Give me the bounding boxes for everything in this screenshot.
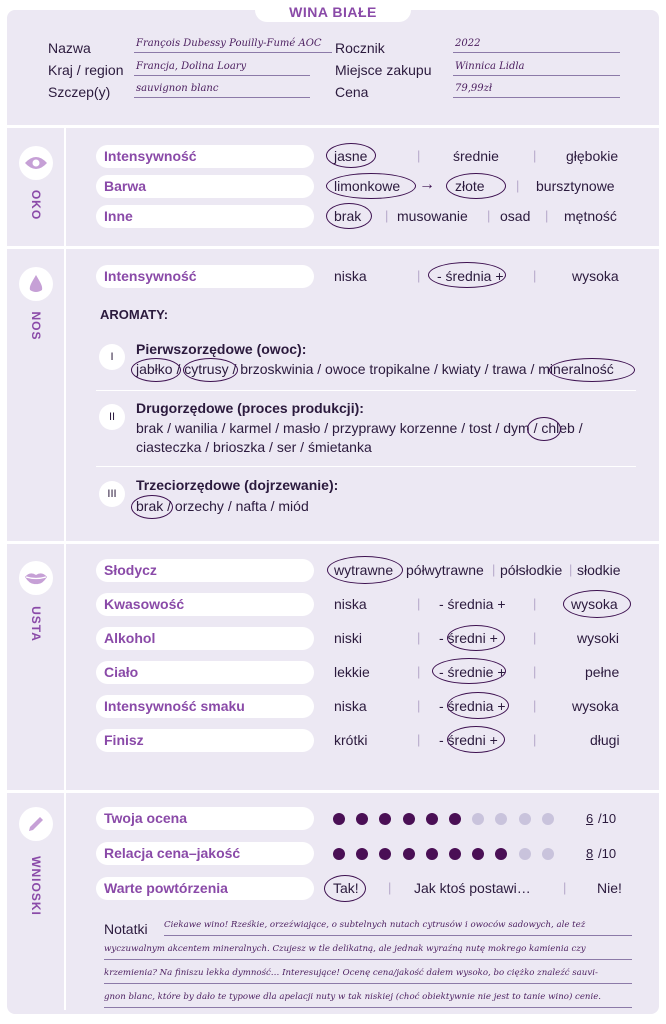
section-divider <box>7 246 659 249</box>
aroma-secondary-list: brak / wanilia / karmel / masło / przyprawy korzenne / tost / dym / chleb / <box>136 420 583 436</box>
option-mid[interactable]: - średnia + <box>439 596 506 612</box>
option-polwytrawne[interactable]: półwytrawne <box>406 562 484 578</box>
repeat-label: Warte powtórzenia <box>96 877 314 900</box>
rating-dot-filled[interactable] <box>449 848 461 860</box>
region-label: Kraj / region <box>48 62 124 78</box>
option-mid[interactable]: - średni + <box>439 732 498 748</box>
option-tak[interactable]: Tak! <box>333 880 359 896</box>
rating-dot-filled[interactable] <box>403 813 415 825</box>
lips-icon <box>19 561 53 595</box>
option-osad[interactable]: osad <box>500 208 531 224</box>
option-mid[interactable]: - średni + <box>439 630 498 646</box>
grape-label: Szczep(y) <box>48 84 111 100</box>
rating-value: 6 <box>586 811 594 826</box>
pencil-icon <box>19 807 53 841</box>
eye-icon <box>19 146 53 180</box>
selection-circle <box>563 590 631 618</box>
option-low[interactable]: niska <box>334 596 367 612</box>
option-zlote[interactable]: złote <box>455 178 485 194</box>
selection-circle <box>131 358 181 382</box>
year-label: Rocznik <box>335 40 385 56</box>
arrow-icon: → <box>419 176 435 193</box>
rating-dot-empty[interactable] <box>519 848 531 860</box>
year-field[interactable]: 2022 <box>453 37 620 53</box>
rating-max: /10 <box>598 811 617 826</box>
option-high[interactable]: pełne <box>585 664 620 680</box>
aroma-tertiary-list: brak / orzechy / nafta / miód <box>136 498 309 514</box>
region-field[interactable]: Francja, Dolina Loary <box>134 60 310 76</box>
section-divider <box>7 541 659 544</box>
aroma-level-badge: I <box>99 344 125 370</box>
rating-dot-filled[interactable] <box>449 813 461 825</box>
notes-line[interactable]: gnon blanc, które by dało te typowe dla apelacji nuty w tak niskiej (choć obiektywnie nie jest to tanie wino) cenie. <box>104 987 632 1008</box>
selection-circle <box>327 556 403 584</box>
option-srednie[interactable]: średnie <box>453 148 499 164</box>
selection-circle <box>527 417 561 441</box>
name-label: Nazwa <box>48 40 91 56</box>
option-low[interactable]: niski <box>334 630 363 646</box>
notes-line[interactable]: Ciekawe wino! Rześkie, orzeźwiające, o subtelnych nutach cytrusów i owoców sadowych, ale też <box>164 915 632 936</box>
selection-circle <box>326 203 372 229</box>
usta-row-label: Kwasowość <box>96 593 314 616</box>
notes-line[interactable]: krzemienia? Na finiszu lekka dymność… Interesujące! Ocenę cena/jakość dałem wysoko, bo ciężko znaleźć sauvi- <box>104 963 632 984</box>
nos-intensity-label: Intensywność <box>96 265 314 288</box>
option-low[interactable]: krótki <box>334 732 368 748</box>
rating-dot-filled[interactable] <box>333 848 345 860</box>
aroma-level-badge: II <box>99 404 125 430</box>
option-high[interactable]: długi <box>590 732 620 748</box>
selection-circle <box>428 262 506 288</box>
option-nie[interactable]: Nie! <box>597 880 622 896</box>
aroma-level-badge: III <box>99 481 125 507</box>
notes-line[interactable]: wyczuwalnym akcentem mineralnych. Czujesz w tle delikatną, ale jednak wyraźną nutę mokrego kamienia czy <box>104 939 632 960</box>
usta-row-label: Intensywność smaku <box>96 695 314 718</box>
value-rating-value: 8 <box>586 846 594 861</box>
section-divider <box>7 125 659 128</box>
section-label-nos: NOS <box>29 311 43 341</box>
option-brak[interactable]: brak <box>334 208 362 224</box>
rating-dot-empty[interactable] <box>542 813 554 825</box>
aroma-primary-list: jabłko / cytrusy / brzoskwinia / owoce tropikalne / kwiaty / trawa / mineralność <box>136 361 614 377</box>
option-mid[interactable]: - średnia + <box>439 698 506 714</box>
option-polslodkie[interactable]: półsłodkie <box>500 562 563 578</box>
oko-intensity-label: Intensywność <box>96 145 314 168</box>
option-high[interactable]: wysoka <box>572 698 619 714</box>
option-bursztynowe[interactable]: bursztynowe <box>536 178 615 194</box>
rating-dot-filled[interactable] <box>333 813 345 825</box>
selection-circle <box>324 875 366 902</box>
rating-dot-filled[interactable] <box>426 848 438 860</box>
selection-circle <box>432 658 506 684</box>
rating-dot-empty[interactable] <box>542 848 554 860</box>
selection-circle <box>326 173 416 199</box>
section-label-oko: OKO <box>29 189 43 221</box>
card-title: WINA BIAŁE <box>255 0 411 22</box>
option-wytrawne[interactable]: wytrawne <box>334 562 394 578</box>
sidebar-divider <box>64 128 66 1010</box>
aroma-secondary-title: Drugorzędowe (proces produkcji): <box>136 400 364 416</box>
rating-dot-empty[interactable] <box>519 813 531 825</box>
option-high[interactable]: wysoka <box>571 596 618 612</box>
nose-icon <box>19 267 53 301</box>
option-low[interactable]: niska <box>334 698 367 714</box>
place-label: Miejsce zakupu <box>335 62 432 78</box>
usta-row-label: Finisz <box>96 729 314 752</box>
section-divider <box>7 790 659 793</box>
price-label: Cena <box>335 84 369 100</box>
option-glebokie[interactable]: głębokie <box>566 148 619 164</box>
selection-circle <box>446 173 506 199</box>
usta-row-label: Alkohol <box>96 627 314 650</box>
usta-row-label: Słodycz <box>96 559 314 582</box>
rating-label: Twoja ocena <box>96 807 314 830</box>
option-limonkowe[interactable]: limonkowe <box>334 178 401 194</box>
aromas-heading: AROMATY: <box>100 307 169 322</box>
option-jak-ktos-postawi[interactable]: Jak ktoś postawi… <box>414 880 531 896</box>
section-label-wnioski: WNIOSKI <box>29 856 43 916</box>
grape-field[interactable]: sauvignon blanc <box>134 82 310 98</box>
option-jasne[interactable]: jasne <box>334 148 368 164</box>
selection-circle <box>447 726 505 753</box>
selection-circle <box>131 495 173 519</box>
place-field[interactable]: Winnica Lidla <box>453 60 620 76</box>
aroma-primary-title: Pierwszorzędowe (owoc): <box>136 341 307 357</box>
selection-circle <box>183 358 238 382</box>
option-srednia[interactable]: - średnia + <box>437 268 504 284</box>
usta-row-label: Ciało <box>96 661 314 684</box>
notes-label: Notatki <box>104 921 148 937</box>
option-mid[interactable]: - średnie + <box>439 664 506 680</box>
name-field[interactable]: François Dubessy Pouilly-Fumé AOC <box>134 37 332 53</box>
selection-circle <box>326 143 376 168</box>
rating-dot-filled[interactable] <box>403 848 415 860</box>
option-low[interactable]: lekkie <box>334 664 370 680</box>
oko-color-label: Barwa <box>96 175 314 198</box>
aroma-tertiary-title: Trzeciorzędowe (dojrzewanie): <box>136 477 339 493</box>
option-metnosc[interactable]: mętność <box>564 208 617 224</box>
option-musowanie[interactable]: musowanie <box>397 208 468 224</box>
option-slodkie[interactable]: słodkie <box>577 562 621 578</box>
price-field[interactable]: 79,99zł <box>453 82 620 98</box>
rating-dot-filled[interactable] <box>426 813 438 825</box>
value-rating-max: /10 <box>598 846 617 861</box>
selection-circle <box>549 358 635 382</box>
section-label-usta: USTA <box>29 606 43 642</box>
option-high[interactable]: wysoki <box>577 630 620 646</box>
selection-circle <box>447 625 505 651</box>
selection-circle <box>447 692 509 719</box>
option-niska[interactable]: niska <box>334 268 367 284</box>
oko-other-label: Inne <box>96 205 314 228</box>
value-rating-label: Relacja cena–jakość <box>96 842 314 865</box>
option-wysoka[interactable]: wysoka <box>572 268 619 284</box>
aroma-secondary-list-cont: ciasteczka / brioszka / ser / śmietanka <box>136 439 372 455</box>
